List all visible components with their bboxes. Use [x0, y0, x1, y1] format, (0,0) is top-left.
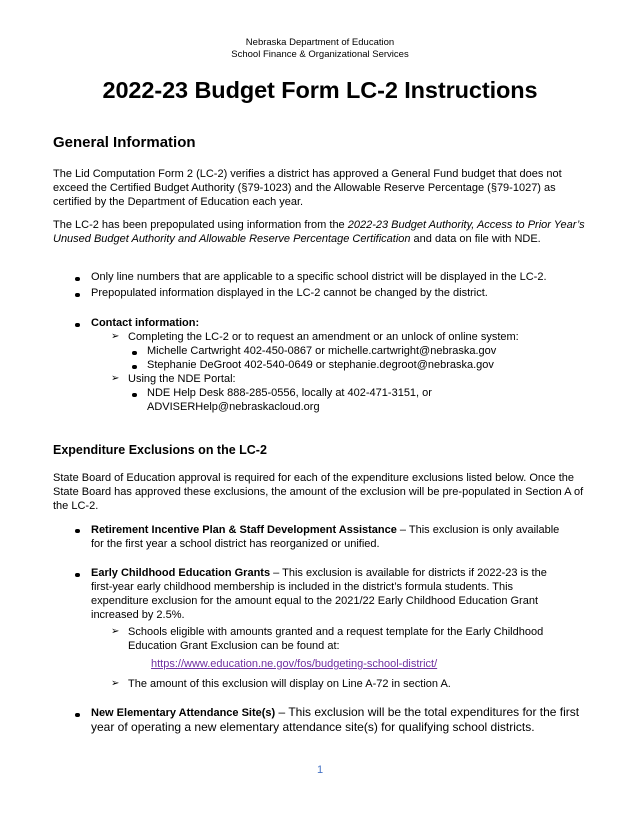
- exclusion-item-3-rest: – This exclusion will be the total expenditures for the first: [275, 705, 580, 719]
- bullet-icon: [132, 387, 137, 401]
- arrow-bullet-icon: ➢: [111, 331, 120, 342]
- bullet-icon: [75, 271, 80, 285]
- exclusion-item-3-line-2: year of operating a new elementary attendance site(s) for qualifying school districts.: [91, 720, 535, 734]
- helpdesk-line-1: NDE Help Desk 888-285-0556, locally at 402-471-3151, or: [147, 387, 432, 399]
- exclusion-item-1-rest: – This exclusion is only available: [396, 524, 560, 536]
- contact-sub-1: Completing the LC-2 or to request an amendment or an unlock of online system:: [128, 331, 519, 343]
- arrow-bullet-icon: ➢: [111, 678, 120, 689]
- general-paragraph-1: The Lid Computation Form 2 (LC-2) verifies a district has approved a General Fund budget that does not exceed the Certified Budget Authority (§79-1023) and the Allowable Reserve Percentage (§79-1027) as certified by the Department of Education each year.: [53, 168, 562, 208]
- bullet-icon: [75, 707, 80, 721]
- p2-end: and data on file with NDE.: [410, 233, 541, 245]
- document-title: 2022-23 Budget Form LC-2 Instructions: [102, 77, 538, 103]
- contact-stephanie: Stephanie DeGroot 402-540-0649 or stephanie.degroot@nebraska.gov: [147, 359, 494, 371]
- ec-sub-2: The amount of this exclusion will display on Line A-72 in section A.: [128, 678, 451, 690]
- arrow-bullet-icon: ➢: [111, 626, 120, 637]
- exclusion-item-2-line-4: increased by 2.5%.: [91, 609, 185, 621]
- page-header: [0, 37, 640, 61]
- p2-italic: 2022-23 Budget Authority, Access to Prior Year’s Unused Budget Authority and Allowable Reserve Percentage Certification: [53, 219, 585, 245]
- general-paragraph-2: [53, 218, 593, 246]
- exclusion-item-3-line-1: [91, 705, 579, 720]
- exclusions-intro: State Board of Education approval is required for each of the expenditure exclusions listed below. Once the State Board has approved these exclusions, the amount of the exclusion will be pre-populated in Section A of the LC-2.: [53, 472, 584, 512]
- header-line-1: Nebraska Department of Education: [245, 37, 395, 48]
- page-number: 1: [316, 764, 324, 776]
- contact-info-label: Contact information:: [91, 317, 200, 329]
- contact-michelle: Michelle Cartwright 402-450-0867 or michelle.cartwright@nebraska.gov: [147, 345, 497, 357]
- general-bullet-2: Prepopulated information displayed in the LC-2 cannot be changed by the district.: [91, 287, 488, 299]
- general-info-heading: General Information: [53, 134, 196, 151]
- bullet-icon: [132, 345, 137, 359]
- exclusion-item-1-line-1: [91, 523, 559, 537]
- bullet-icon: [132, 359, 137, 373]
- exclusion-item-2-title: Early Childhood Education Grants: [91, 567, 271, 579]
- ec-sub-1-line-1: Schools eligible with amounts granted and a request template for the Early Childhood: [128, 626, 544, 638]
- exclusions-heading: Expenditure Exclusions on the LC-2: [53, 443, 267, 457]
- bullet-icon: [75, 317, 80, 331]
- bullet-icon: [75, 567, 80, 581]
- bullet-icon: [75, 287, 80, 301]
- exclusion-item-1-line-2: for the first year a school district has reorganized or unified.: [91, 538, 380, 550]
- budgeting-link[interactable]: https://www.education.ne.gov/fos/budgeting-school-district/: [151, 658, 438, 670]
- exclusion-item-2-line-2: first-year early childhood membership is included in the district’s formula students. This: [91, 581, 514, 593]
- general-bullet-1: Only line numbers that are applicable to a specific school district will be displayed in the LC-2.: [91, 271, 547, 283]
- arrow-bullet-icon: ➢: [111, 373, 120, 384]
- helpdesk-line-2: ADVISERHelp@nebraskacloud.org: [147, 401, 320, 413]
- header-line-2: School Finance & Organizational Services: [231, 49, 409, 60]
- exclusion-item-2-line-1: [91, 566, 547, 580]
- p2-start: The LC-2 has been prepopulated using information from the: [53, 219, 348, 231]
- exclusion-item-2-rest: – This exclusion is available for districts if 2022-23 is the: [270, 567, 547, 579]
- exclusion-item-2-line-3: expenditure exclusion for the amount equal to the 2021/22 Early Childhood Education Grant: [91, 595, 539, 607]
- contact-sub-2: Using the NDE Portal:: [128, 373, 236, 385]
- exclusion-item-3-title: New Elementary Attendance Site(s): [91, 707, 276, 719]
- bullet-icon: [75, 523, 80, 537]
- exclusion-item-1-title: Retirement Incentive Plan & Staff Development Assistance: [91, 524, 397, 536]
- ec-sub-1-line-2: Education Grant Exclusion can be found at:: [128, 640, 340, 652]
